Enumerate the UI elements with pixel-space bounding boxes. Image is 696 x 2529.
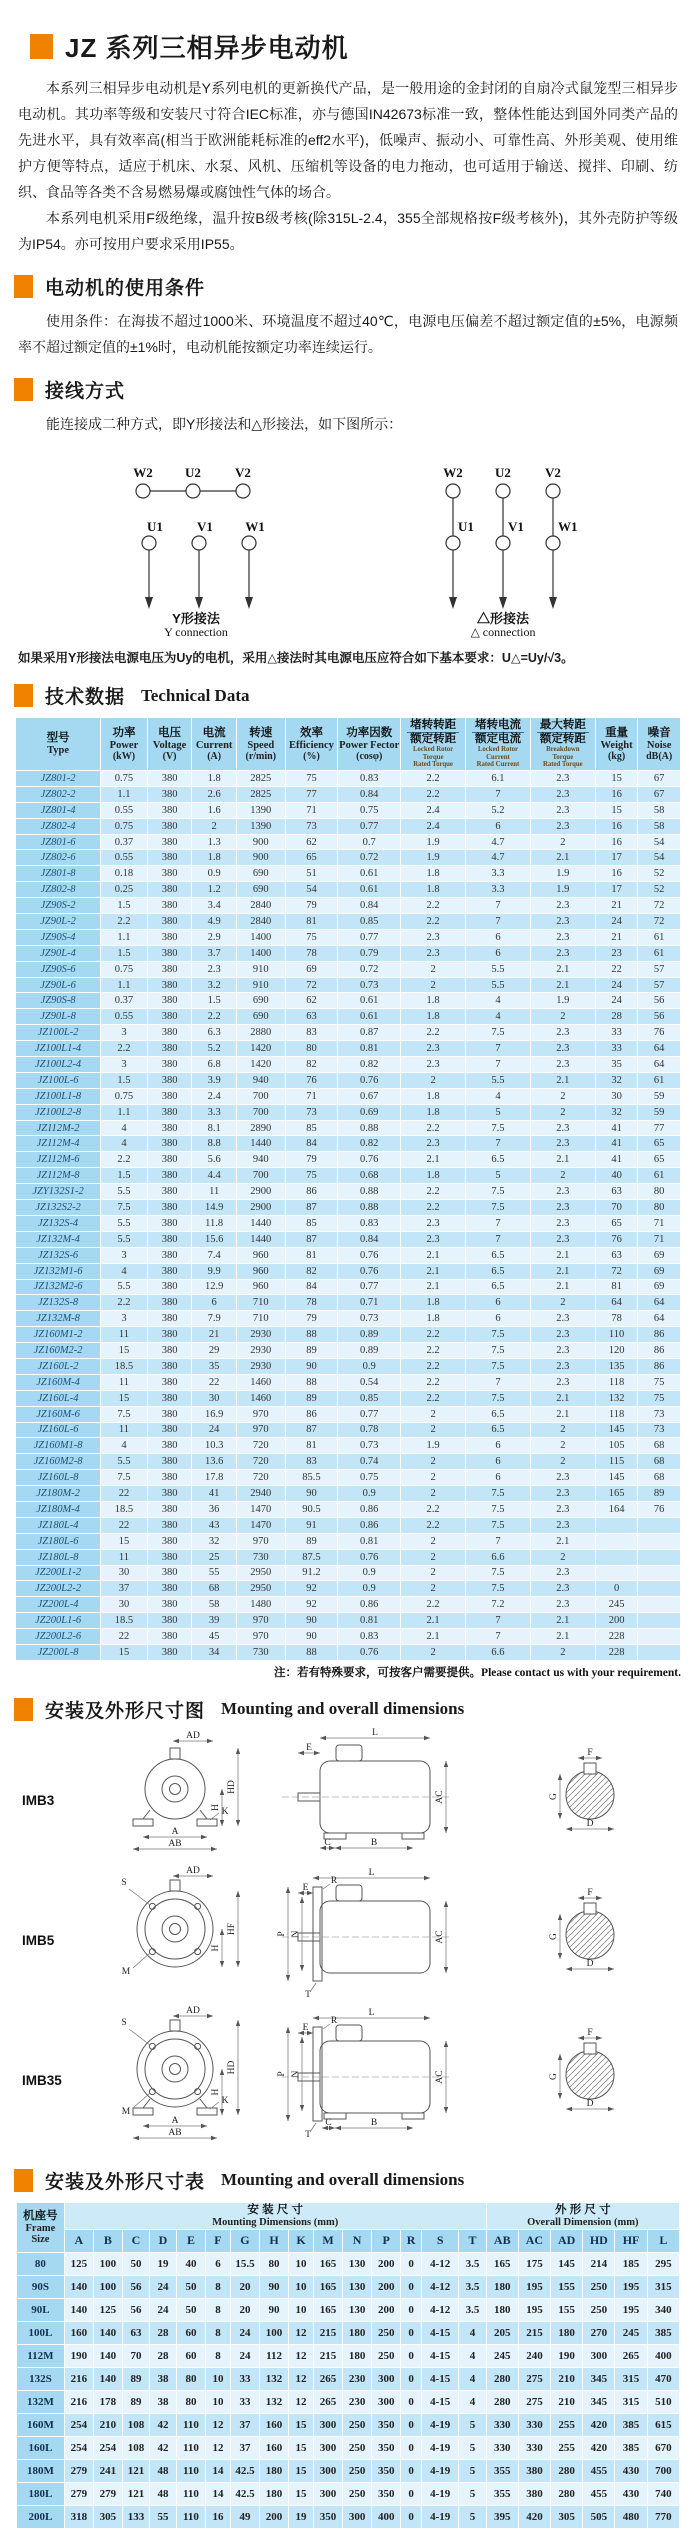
svg-text:V1: V1: [508, 519, 524, 534]
table-row: JZ200L1-2 30 380 55 2950 91.2 0.9 2 7.5 2.3: [16, 1565, 681, 1581]
conditions-text: 使用条件：在海拔不超过1000米、环境温度不超过40℃，电源电压偏差不超过额定值的±5%，电源频率不超过额定值的±1%时，电动机能按额定功率连续运行。: [18, 313, 678, 355]
motor-type: JZ200L2-2: [16, 1581, 101, 1597]
table-row: JZ90L-8 0.55 380 2.2 690 63 0.61 1.8 4 2 28 56: [16, 1009, 681, 1025]
frame-size: 200L: [17, 2505, 65, 2528]
table-row: JZ160M-6 7.5 380 16.9 970 86 0.77 2 6.5 2.1 118 73: [16, 1406, 681, 1422]
dim-label: C: [325, 2117, 332, 2128]
table-row: JZ132S-6 3 380 7.4 960 81 0.76 2.1 6.5 2.1 63 69: [16, 1247, 681, 1263]
frame-size: 160L: [17, 2436, 65, 2459]
table-row: JZ160M1-8 4 380 10.3 720 81 0.73 1.9 6 2 105 68: [16, 1438, 681, 1454]
table-row: JZ112M-4 4 380 8.8 1440 84 0.82 2.3 7 2.3 41 65: [16, 1136, 681, 1152]
dim-label: P: [277, 1931, 287, 1937]
dim-label: F: [587, 1747, 593, 1758]
col-header-locked-rotor-current: 堵转电流 额定电流 Locked Rotor Current Rated Current: [466, 718, 531, 771]
motor-type: JZ100L2-4: [16, 1057, 101, 1073]
table-row: JZ90L-2 2.2 380 4.9 2840 81 0.85 2.2 7 2.3 24 72: [16, 914, 681, 930]
side-view-drawing: [282, 1728, 452, 1850]
table-row: JZ200L-4 30 380 58 1480 92 0.86 2.2 7.2 2.3 245: [16, 1597, 681, 1613]
dim-label: S: [121, 1877, 127, 1888]
col-header: HD: [583, 2229, 615, 2252]
wiring-title-row: [14, 376, 696, 403]
dim-label: G: [549, 1932, 559, 1940]
col-header-frame: 机座号 Frame Size: [17, 2202, 65, 2252]
svg-text:U1: U1: [147, 519, 163, 534]
table-row: JZ160L-2 18.5 380 35 2930 90 0.9 2.2 7.5 2.3 135 86: [16, 1358, 681, 1374]
motor-type: JZ132M1-6: [16, 1263, 101, 1279]
svg-text:V2: V2: [235, 465, 251, 480]
shaft-section-drawing: [549, 1888, 614, 1971]
table-row: JZ100L-2 3 380 6.3 2880 83 0.87 2.2 7.5 2.3 33 76: [16, 1025, 681, 1041]
dim-label: T: [305, 2129, 311, 2140]
col-header: L: [647, 2229, 679, 2252]
motor-type: JZ112M-6: [16, 1152, 101, 1168]
table-row: 112M 190 140 70 28 60 8 24 112 12 215 180 250 0 4-15 4 245 240 190 300 265 400: [17, 2344, 680, 2367]
col-header-speed: 转速 Speed (r/min): [236, 718, 285, 771]
motor-type: JZY132S1-2: [16, 1184, 101, 1200]
col-header-power-factor: 功率因数 Power Fector (cosφ): [338, 718, 401, 771]
side-view-drawing: [277, 2008, 452, 2140]
motor-type: JZ801-6: [16, 834, 101, 850]
motor-type: JZ802-2: [16, 786, 101, 802]
col-header-breakdown-torque: 最大转距 额定转距 Breakdown Torque Rated Torque: [530, 718, 595, 771]
table-row: JZ180L-6 15 380 32 970 89 0.81 2 7 2.1: [16, 1533, 681, 1549]
orange-square-icon: [14, 378, 33, 401]
dim-label: D: [586, 1958, 594, 1969]
delta-connection-diagram: [443, 465, 577, 609]
table-row: JZ90S-6 0.75 380 2.3 910 69 0.72 2 5.5 2.1 22 57: [16, 961, 681, 977]
col-header: G: [230, 2229, 259, 2252]
mounting-dims-group-header: 安 装 尺 寸 Mounting Dimensions (mm): [64, 2202, 486, 2229]
dim-label: K: [221, 1806, 229, 1817]
dim-label: H: [211, 1944, 221, 1952]
imb5-row: [8, 1865, 688, 2011]
frame-size: 132M: [17, 2390, 65, 2413]
col-header: AD: [551, 2229, 583, 2252]
y-connection-caption: Y形接法: [172, 611, 220, 626]
col-header: N: [343, 2229, 372, 2252]
imb35-row: [8, 2005, 688, 2151]
dim-label: N: [291, 1930, 301, 1938]
table-row: JZ132S2-2 7.5 380 14.9 2900 87 0.88 2.2 7.5 2.3 70 80: [16, 1200, 681, 1216]
table-row: JZ801-6 0.37 380 1.3 900 62 0.7 1.9 4.7 2 16 54: [16, 834, 681, 850]
motor-type: JZ90L-6: [16, 977, 101, 993]
svg-text:△ connection: △ connection: [470, 625, 536, 639]
imb3-label: IMB3: [22, 1793, 55, 1809]
motor-type: JZ90S-4: [16, 929, 101, 945]
dim-label: M: [121, 2106, 131, 2117]
shaft-section-drawing: [549, 2028, 614, 2111]
dim-label: E: [306, 1742, 312, 1753]
motor-type: JZ132M2-6: [16, 1279, 101, 1295]
col-header: T: [459, 2229, 486, 2252]
table-row: 160L 254 254 108 42 110 12 37 160 15 300 250 350 0 4-19 5 330 330 255 420 385 670: [17, 2436, 680, 2459]
imb5-label: IMB5: [22, 1933, 55, 1949]
dim-label: HD: [227, 2060, 237, 2075]
col-header-voltage: 电压 Voltage (V): [147, 718, 192, 771]
motor-type: JZ802-8: [16, 882, 101, 898]
table-row: JZ90L-6 1.1 380 3.2 910 72 0.73 2 5.5 2.1 24 57: [16, 977, 681, 993]
tech-title: 技术数据: [45, 687, 126, 708]
table-row: JZ100L2-4 3 380 6.8 1420 82 0.82 2.3 7 2.3 35 64: [16, 1057, 681, 1073]
motor-type: JZ112M-8: [16, 1168, 101, 1184]
orange-square-icon: [14, 2169, 33, 2192]
table-row: JZ802-2 1.1 380 2.6 2825 77 0.84 2.2 7 2.3 16 67: [16, 786, 681, 802]
svg-text:Y connection: Y connection: [164, 625, 228, 639]
motor-type: JZ100L-2: [16, 1025, 101, 1041]
frame-size: 90S: [17, 2275, 65, 2298]
tech-table-body: [16, 771, 681, 1661]
motor-type: JZ160L-6: [16, 1422, 101, 1438]
dim-label: AC: [435, 1790, 445, 1804]
motor-type: JZ100L2-8: [16, 1104, 101, 1120]
motor-type: JZ801-4: [16, 802, 101, 818]
page-title-row: [30, 28, 696, 65]
table-row: JZ132S-8 2.2 380 6 710 78 0.71 1.8 6 2 64 64: [16, 1295, 681, 1311]
imb35-label: IMB35: [22, 2073, 62, 2089]
table-row: JZ180M-2 22 380 41 2940 90 0.9 2 7.5 2.3 165 89: [16, 1486, 681, 1502]
dim-label: AB: [168, 2127, 182, 2138]
table-row: JZ90L-4 1.5 380 3.7 1400 78 0.79 2.3 6 2.3 23 61: [16, 945, 681, 961]
imb3-drawing: [70, 1727, 670, 1871]
motor-type: JZ100L-6: [16, 1072, 101, 1088]
dim-label: K: [221, 2095, 229, 2106]
table-row: JZ801-2 0.75 380 1.8 2825 75 0.83 2.2 6.1 2.3 15 67: [16, 771, 681, 787]
col-header-efficiency: 效率 Efficiency (%): [285, 718, 338, 771]
col-header: K: [289, 2229, 314, 2252]
motor-type: JZ132S-8: [16, 1295, 101, 1311]
table-row: JZ802-4 0.75 380 2 1390 73 0.77 2.4 6 2.3 16 58: [16, 818, 681, 834]
table-row: JZ160L-6 11 380 24 970 87 0.78 2 6.5 2 145 73: [16, 1422, 681, 1438]
motor-type: JZ802-4: [16, 818, 101, 834]
front-view-drawing: [133, 1731, 240, 1851]
dim-label: F: [587, 2027, 593, 2038]
table-row: JZ100L1-8 0.75 380 2.4 700 71 0.67 1.8 4 2 30 59: [16, 1088, 681, 1104]
table-row: JZ100L-6 1.5 380 3.9 940 76 0.76 2 5.5 2.1 32 61: [16, 1072, 681, 1088]
table-row: JZ132M2-6 5.5 380 12.9 960 84 0.77 2.1 6.5 2.1 81 69: [16, 1279, 681, 1295]
motor-type: JZ180M-4: [16, 1501, 101, 1517]
table-row: JZ112M-2 4 380 8.1 2890 85 0.88 2.2 7.5 2.3 41 77: [16, 1120, 681, 1136]
mount-group-header-row: [17, 2202, 680, 2229]
motor-type: JZ200L-8: [16, 1644, 101, 1660]
table-row: JZ801-4 0.55 380 1.6 1390 71 0.75 2.4 5.2 2.3 15 58: [16, 802, 681, 818]
dim-label: R: [330, 2015, 338, 2026]
col-header-power: 功率 Power (kW): [101, 718, 148, 771]
dim-label: E: [302, 2022, 309, 2033]
motor-type: JZ90S-6: [16, 961, 101, 977]
motor-type: JZ200L-4: [16, 1597, 101, 1613]
front-view-drawing: [121, 2006, 240, 2140]
dim-label: AD: [186, 1865, 200, 1876]
dim-label: S: [121, 2017, 127, 2028]
dim-label: B: [370, 2117, 378, 2128]
frame-size: 180L: [17, 2482, 65, 2505]
col-header-type: 型号 Type: [16, 718, 101, 771]
table-row: JZ200L-8 15 380 34 730 88 0.76 2 6.6 2 228: [16, 1644, 681, 1660]
y-connection-diagram: [133, 465, 265, 609]
table-row: 90S 140 100 56 24 50 8 20 90 10 165 130 200 0 4-12 3.5 180 195 155 250 195 315: [17, 2275, 680, 2298]
table-row: JZ100L2-8 1.1 380 3.3 700 73 0.69 1.8 5 2 32 59: [16, 1104, 681, 1120]
motor-type: JZ160M-4: [16, 1374, 101, 1390]
svg-text:U2: U2: [495, 465, 511, 480]
dim-label: D: [586, 2098, 594, 2109]
motor-type: JZ132S-6: [16, 1247, 101, 1263]
table-row: JZY132S1-2 5.5 380 11 2900 86 0.88 2.2 7.5 2.3 63 80: [16, 1184, 681, 1200]
wiring-note: 如果采用Y形接法电源电压为Uy的电机，采用△接法时其电源电压应符合如下基本要求：U△=Uy/√3。: [18, 651, 574, 665]
motor-type: JZ160L-2: [16, 1358, 101, 1374]
table-row: JZ802-6 0.55 380 1.8 900 65 0.72 1.9 4.7 2.1 17 54: [16, 850, 681, 866]
col-header: R: [401, 2229, 422, 2252]
dim-label: P: [277, 2071, 287, 2077]
table-row: 200L 318 305 133 55 110 16 49 200 19 350 300 400 0 4-19 5 395 420 305 505 480 770: [17, 2505, 680, 2528]
table-row: 132S 216 140 89 38 80 10 33 132 12 265 230 300 0 4-15 4 280 275 210 345 315 470: [17, 2367, 680, 2390]
col-header: S: [422, 2229, 459, 2252]
motor-type: JZ801-2: [16, 771, 101, 787]
table-row: 90L 140 125 56 24 50 8 20 90 10 165 130 200 0 4-12 3.5 180 195 155 250 195 340: [17, 2298, 680, 2321]
motor-type: JZ90L-4: [16, 945, 101, 961]
frame-size: 132S: [17, 2367, 65, 2390]
dim-label: A: [171, 2115, 179, 2126]
dim-label: G: [549, 1792, 559, 1800]
page-title: JZ 系列三相异步电动机: [65, 33, 349, 63]
tech-title-row: [14, 682, 696, 709]
dim-label: H: [211, 2088, 221, 2096]
intro-paragraph-1: 本系列三相异步电动机是Y系列电机的更新换代产品，是一般用途的金封闭的自扇冷式鼠笼型三相异步电动机。其功率等级和安装尺寸符合IEC标准，亦与德国IN42673标准一致，整体性能达到国外同类产品的先进水平，具有效率高(相当于欧洲能耗标准的eff2水平)，低噪声、振动小、可靠性高、外形美观、使用维护方便等特点，适应于机床、水泵、风机、压缩机等设备的电力拖动，也可适用于输送、搅拌、印刷、纺织、食品等各类不含易燃易爆或腐蚀性气体的场合。: [18, 80, 678, 200]
table-row: 80 125 100 50 19 40 6 15.5 80 10 165 130 200 0 4-12 3.5 165 175 145 214 185 295: [17, 2252, 680, 2275]
table-row: 180L 279 279 121 48 110 14 42.5 180 15 300 250 350 0 4-19 5 355 380 280 455 430 740: [17, 2482, 680, 2505]
col-header: M: [314, 2229, 343, 2252]
motor-type: JZ160M1-8: [16, 1438, 101, 1454]
motor-type: JZ160M1-2: [16, 1327, 101, 1343]
dim-label: HD: [227, 1780, 237, 1794]
imb5-drawing: [70, 1865, 670, 2011]
table-row: JZ160M1-2 11 380 21 2930 88 0.89 2.2 7.5 2.3 110 86: [16, 1327, 681, 1343]
tech-data-table: [15, 717, 681, 1661]
col-header-current: 电流 Current (A): [192, 718, 237, 771]
col-header: F: [206, 2229, 231, 2252]
motor-type: JZ802-6: [16, 850, 101, 866]
mount-fig-title: 安装及外形尺寸图: [45, 1700, 206, 1722]
tech-table-note: 注：若有特殊要求，可按客户需要提供。Please contact us with your requirement.: [274, 1666, 681, 1679]
col-header: P: [372, 2229, 401, 2252]
col-header: A: [64, 2229, 93, 2252]
table-row: JZ132S-4 5.5 380 11.8 1440 85 0.83 2.3 7 2.3 65 71: [16, 1215, 681, 1231]
orange-square-icon: [14, 1698, 33, 1721]
svg-text:V1: V1: [197, 519, 213, 534]
motor-type: JZ90S-8: [16, 993, 101, 1009]
table-row: JZ90S-4 1.1 380 2.9 1400 75 0.77 2.3 6 2.3 21 61: [16, 929, 681, 945]
conditions-title: 电动机的使用条件: [45, 278, 206, 299]
dim-label: L: [372, 1727, 378, 1738]
svg-text:W2: W2: [443, 465, 463, 480]
mount-tbl-title-en: Mounting and overall dimensions: [221, 2170, 465, 2190]
col-header-noise: 噪音 Noise dB(A): [638, 718, 681, 771]
dim-label: M: [121, 1966, 131, 1977]
dim-label: AC: [435, 1930, 445, 1944]
table-row: JZ132M1-6 4 380 9.9 960 82 0.76 2.1 6.5 2.1 72 69: [16, 1263, 681, 1279]
imb35-drawing: [70, 2005, 670, 2151]
table-row: JZ132M-4 5.5 380 15.6 1440 87 0.84 2.3 7 2.3 76 71: [16, 1231, 681, 1247]
motor-type: JZ90S-2: [16, 898, 101, 914]
orange-square-icon: [14, 684, 33, 707]
table-row: JZ90S-2 1.5 380 3.4 2840 79 0.84 2.2 7 2.3 21 72: [16, 898, 681, 914]
motor-type: JZ160L-8: [16, 1470, 101, 1486]
dim-label: N: [291, 2070, 301, 2078]
mount-fig-title-en: Mounting and overall dimensions: [221, 1699, 465, 1719]
conditions-title-row: [14, 273, 696, 300]
motor-type: JZ100L1-8: [16, 1088, 101, 1104]
motor-type: JZ132M-8: [16, 1311, 101, 1327]
table-row: JZ801-8 0.18 380 0.9 690 51 0.61 1.8 3.3 1.9 16 52: [16, 866, 681, 882]
motor-type: JZ200L1-2: [16, 1565, 101, 1581]
svg-text:U1: U1: [458, 519, 474, 534]
mount-tbl-title: 安装及外形尺寸表: [45, 2171, 206, 2193]
svg-text:U2: U2: [185, 465, 201, 480]
table-row: JZ200L2-6 22 380 45 970 90 0.83 2.1 7 2.1 228: [16, 1629, 681, 1645]
table-row: JZ160M2-2 15 380 29 2930 89 0.89 2.2 7.5 2.3 120 86: [16, 1343, 681, 1359]
dim-label: AD: [186, 1730, 200, 1741]
mount-dim-table: [16, 2202, 680, 2529]
col-header: H: [260, 2229, 289, 2252]
table-row: JZ132M-8 3 380 7.9 710 79 0.73 1.8 6 2.3 78 64: [16, 1311, 681, 1327]
frame-size: 80: [17, 2252, 65, 2275]
svg-text:W1: W1: [558, 519, 578, 534]
tech-title-en: Technical Data: [141, 685, 250, 705]
dim-label: A: [171, 1826, 179, 1837]
table-row: JZ180L-4 22 380 43 1470 91 0.86 2.2 7.5 2.3: [16, 1517, 681, 1533]
table-row: JZ160M-4 11 380 22 1460 88 0.54 2.2 7 2.3 118 75: [16, 1374, 681, 1390]
dim-label: T: [305, 1989, 311, 2000]
motor-type: JZ90L-2: [16, 914, 101, 930]
frame-size: 112M: [17, 2344, 65, 2367]
dim-label: AD: [186, 2005, 200, 2016]
table-row: 160M 254 210 108 42 110 12 37 160 15 300 250 350 0 4-19 5 330 330 255 420 385 615: [17, 2413, 680, 2436]
svg-text:V2: V2: [545, 465, 561, 480]
dim-label: D: [586, 1818, 594, 1829]
motor-type: JZ180L-4: [16, 1517, 101, 1533]
col-header-locked-rotor-torque: 堵转转距 额定转距 Locked Rotor Torque Rated Torque: [401, 718, 466, 771]
dim-label: H: [211, 1803, 221, 1811]
dim-label: R: [330, 1875, 338, 1886]
dim-label: F: [587, 1887, 593, 1898]
dim-label: L: [368, 1867, 375, 1878]
dim-label: E: [302, 1882, 309, 1893]
motor-type: JZ132M-4: [16, 1231, 101, 1247]
col-header-weight: 重量 Weight (kg): [595, 718, 638, 771]
intro-paragraph-2: 本系列电机采用F级绝缘，温升按B级考核(除315L-2.4，355全部规格按F级考核外)，其外壳防护等级为IP54。亦可按用户要求采用IP55。: [18, 210, 678, 252]
orange-square-icon: [30, 34, 53, 59]
table-row: JZ802-8 0.25 380 1.2 690 54 0.61 1.8 3.3 1.9 17 52: [16, 882, 681, 898]
tech-header-row: [16, 718, 681, 771]
delta-connection-caption: △形接法: [476, 611, 530, 626]
dim-label: AC: [435, 2070, 445, 2084]
side-view-drawing: [277, 1868, 452, 2000]
table-row: JZ112M-6 2.2 380 5.6 940 79 0.76 2.1 6.5 2.1 41 65: [16, 1152, 681, 1168]
motor-type: JZ160L-4: [16, 1390, 101, 1406]
motor-type: JZ132S2-2: [16, 1200, 101, 1216]
table-row: JZ180M-4 18.5 380 36 1470 90.5 0.86 2.2 7.5 2.3 164 76: [16, 1501, 681, 1517]
mount-letter-row: [17, 2229, 680, 2252]
dim-label: G: [549, 2072, 559, 2080]
dim-label: AB: [168, 1838, 182, 1849]
col-header: C: [122, 2229, 149, 2252]
svg-text:W2: W2: [133, 465, 153, 480]
table-row: JZ100L1-4 2.2 380 5.2 1420 80 0.81 2.3 7 2.3 33 64: [16, 1041, 681, 1057]
motor-type: JZ200L1-6: [16, 1613, 101, 1629]
table-row: JZ90S-8 0.37 380 1.5 690 62 0.61 1.8 4 1.9 24 56: [16, 993, 681, 1009]
motor-type: JZ112M-2: [16, 1120, 101, 1136]
motor-type: JZ160M2-2: [16, 1343, 101, 1359]
wiring-intro: 能连接成二种方式，即Y形接法和△形接法，如下图所示：: [46, 416, 403, 432]
dim-label: L: [368, 2007, 375, 2018]
dim-label: C: [324, 1837, 331, 1848]
table-row: JZ200L2-2 37 380 68 2950 92 0.9 2 7.5 2.3 0: [16, 1581, 681, 1597]
overall-dims-group-header: 外 形 尺 寸 Overall Dimension (mm): [486, 2202, 679, 2229]
motor-type: JZ90L-8: [16, 1009, 101, 1025]
table-row: JZ160L-4 15 380 30 1460 89 0.85 2.2 7.5 2.1 132 75: [16, 1390, 681, 1406]
motor-type: JZ100L1-4: [16, 1041, 101, 1057]
col-header: AC: [518, 2229, 550, 2252]
motor-type: JZ160M-6: [16, 1406, 101, 1422]
mount-tbl-title-row: [14, 2167, 696, 2194]
col-header: E: [176, 2229, 205, 2252]
orange-square-icon: [14, 275, 33, 298]
table-row: 132M 216 178 89 38 80 10 33 132 12 265 230 300 0 4-15 4 280 275 210 345 315 510: [17, 2390, 680, 2413]
table-row: JZ112M-8 1.5 380 4.4 700 75 0.68 1.8 5 2 40 61: [16, 1168, 681, 1184]
frame-size: 100L: [17, 2321, 65, 2344]
mount-fig-title-row: [14, 1696, 696, 1723]
dim-label: HF: [227, 1922, 237, 1935]
motor-type: JZ180L-6: [16, 1533, 101, 1549]
motor-type: JZ180M-2: [16, 1486, 101, 1502]
motor-type: JZ200L2-6: [16, 1629, 101, 1645]
col-header: AB: [486, 2229, 518, 2252]
table-row: 100L 160 140 63 28 60 8 24 100 12 215 180 250 0 4-15 4 205 215 180 270 245 385: [17, 2321, 680, 2344]
shaft-section-drawing: [549, 1748, 614, 1831]
wiring-diagram: [28, 439, 668, 637]
wiring-figure: [0, 439, 696, 642]
table-row: JZ180L-8 11 380 25 730 87.5 0.76 2 6.6 2: [16, 1549, 681, 1565]
col-header: D: [149, 2229, 176, 2252]
mount-table-body: [17, 2252, 680, 2528]
motor-type: JZ801-8: [16, 866, 101, 882]
col-header: B: [93, 2229, 122, 2252]
motor-type: JZ132S-4: [16, 1215, 101, 1231]
frame-size: 90L: [17, 2298, 65, 2321]
col-header: HF: [615, 2229, 647, 2252]
svg-text:W1: W1: [245, 519, 265, 534]
table-row: JZ160L-8 7.5 380 17.8 720 85.5 0.75 2 6 2.3 145 68: [16, 1470, 681, 1486]
front-view-drawing: [121, 1866, 240, 1977]
wiring-title: 接线方式: [45, 381, 126, 402]
table-row: JZ200L1-6 18.5 380 39 970 90 0.81 2.1 7 2.1 200: [16, 1613, 681, 1629]
motor-type: JZ112M-4: [16, 1136, 101, 1152]
frame-size: 180M: [17, 2459, 65, 2482]
table-row: JZ160M2-8 5.5 380 13.6 720 83 0.74 2 6 2 115 68: [16, 1454, 681, 1470]
motor-type: JZ160M2-8: [16, 1454, 101, 1470]
motor-type: JZ180L-8: [16, 1549, 101, 1565]
table-row: 180M 279 241 121 48 110 14 42.5 180 15 300 250 350 0 4-19 5 355 380 280 455 430 700: [17, 2459, 680, 2482]
imb3-row: [8, 1727, 688, 1871]
dim-label: B: [370, 1837, 378, 1848]
frame-size: 160M: [17, 2413, 65, 2436]
